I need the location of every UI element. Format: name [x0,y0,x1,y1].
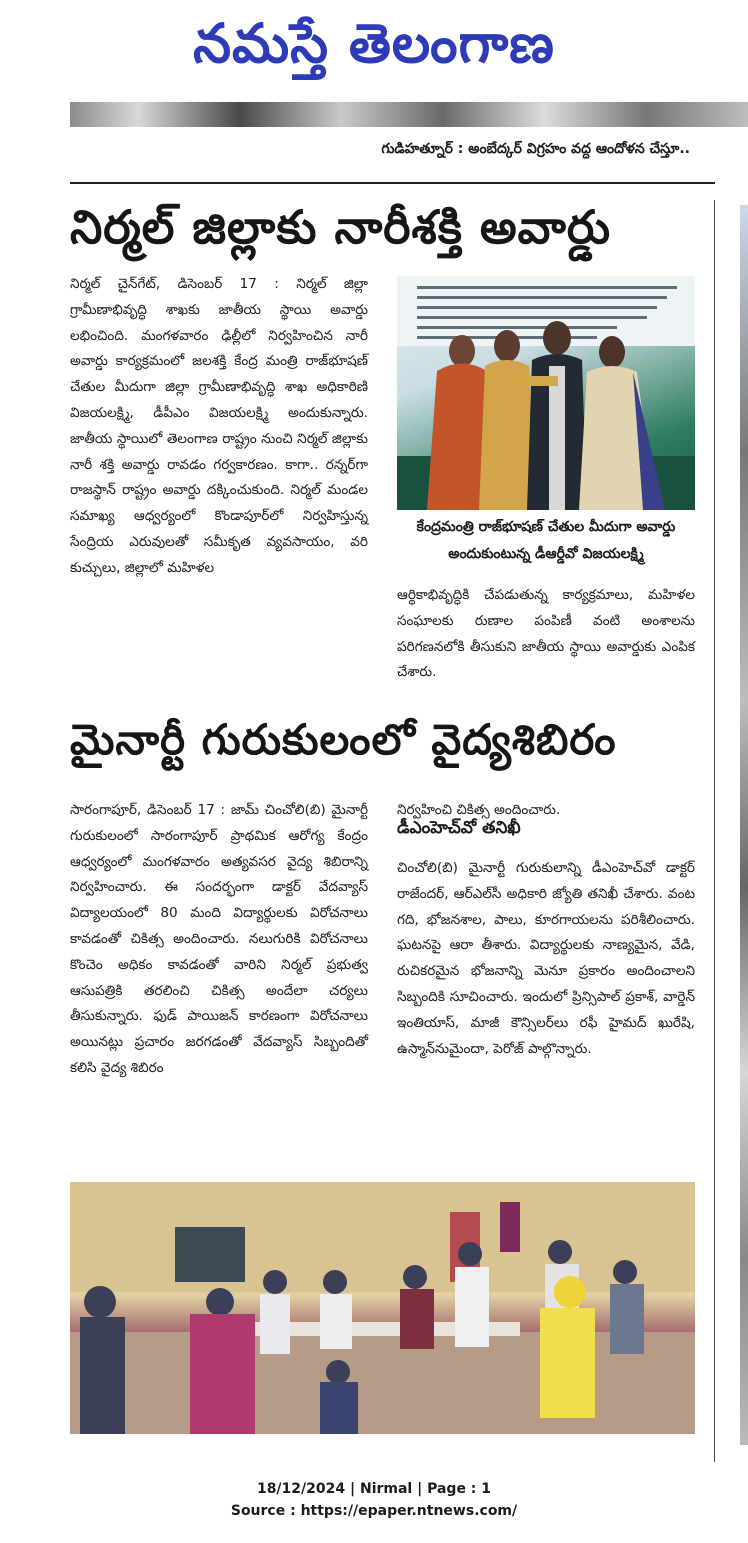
article2-subheading: డీఎంహెచ్‌వో తనిఖీ [397,818,521,838]
page-footer [0,1478,748,1522]
award-photo [397,276,695,510]
award-photo-illustration [397,276,695,510]
article1-body-col2: ఆర్థికాభివృద్ధికి చేపడుతున్న కార్యక్రమాలు, మహిళల సంఘాలకు రుణాల పంపిణీ వంటి అంశాలను పరిగణనలోకి తీసుకుని జాతీయ స్థాయి అవార్డుకు ఎంపిక చేశారు. [397,587,695,681]
column-divider [714,200,715,1462]
teaser-photo-strip [70,102,748,127]
footer-source-line: Source : https://epaper.ntnews.com/ [230,1503,518,1519]
masthead [0,0,748,100]
award-photo-caption: కేంద్రమంత్రి రాజ్‌భూషణ్ చేతుల మీదుగా అవార్డు అందుకుంటున్న డీఆర్డీవో విజయలక్ష్మి [416,519,676,562]
article2-body-col1: సారంగాపూర్, డిసెంబర్ 17 : జామ్ చించోలి(బి) మైనార్టీ గురుకులంలో సారంగాపూర్ ప్రాథమిక ఆరోగ్య కేంద్రం ఆధ్వర్యంలో మంగళవారం అత్యవసర వైద్య శిబిరాన్ని నిర్వహించారు. ఈ సందర్భంగా డాక్టర్ వేదవ్యాస్ విద్యాలయంలో 80 మంది విద్యార్థులకు విరోచనాలు కావడంతో చికిత్స అందించారు. నలుగురికి విరోచనాలు కొంచెం అధికం కావడంతో వారిని నిర్మల్ ప్రభుత్వ ఆసుపత్రికి తరలించి చికిత్స అందేలా చర్యలు తీసుకున్నారు. ఫుడ్ పాయిజన్ కారణంగా విరోచనాలు అయినట్లు ప్రచారం జరగడంతో వేదవ్యాస్ సిబ్బందితో కలిసి వైద్య శిబిరం [70,802,368,1076]
adjacent-page-sliver [740,205,748,1445]
newspaper-title: నమస్తే తెలంగాణ [193,11,555,75]
article1-body-col1: నిర్మల్ చైన్‌గేట్, డిసెంబర్ 17 : నిర్మల్ జిల్లా గ్రామీణాభివృద్ధి శాఖకు జాతీయ స్థాయి అవార్డు లభించింది. మంగళవారం ఢిల్లీలో నిర్వహించిన నారీ అవార్డు కార్యక్రమంలో జలశక్తి కేంద్ర మంత్రి రాజ్‌భూషణ్ చేతుల మీదుగా జిల్లా గ్రామీణాభివృద్ధి శాఖ అధికారిణి విజయలక్ష్మి, డీపీఎం విజయలక్ష్మి అందుకున్నారు. జాతీయ స్థాయిలో తెలంగాణ రాష్ట్రం నుంచి నిర్మల్ జిల్లాకు నారీ శక్తి అవార్డు రావడం గర్వకారణం. కాగా.. రన్నర్‌గా రాజస్థాన్ రాష్ట్రం అవార్డు దక్కించుకుంది. నిర్మల్ మండల సమాఖ్య ఆధ్వర్యంలో కొండాపూర్‌లో నిర్వహిస్తున్న సేంద్రియ ఎరువులతో సమీకృత వ్యవసాయం, వరి కుచ్చులు, జిల్లాలో మహిళల [70,276,368,576]
article1-headline: నిర్మల్ జిల్లాకు నారీశక్తి అవార్డు [70,200,612,254]
article2-body-col2: చించోలి(బి) మైనార్టీ గురుకులాన్ని డీఎంహెచ్‌వో డాక్టర్ రాజేందర్, ఆర్ఎల్‌సీ అధికారి జ్యోతి తనిఖీ చేశారు. వంట గది, భోజనశాల, పాలు, కూరగాయలను పరిశీలించారు. ఘటనపై ఆరా తీశారు. విద్యార్థులకు నాణ్యమైన, వేడి, రుచికరమైన భోజనాన్ని మెనూ ప్రకారం అందించాలని సిబ్బందికి సూచించారు. ఇందులో ప్రిన్సిపాల్ ప్రకాశ్, వార్డెన్ ఇంతియాస్, మాజీ కౌన్సిలర్‌లు రఫీ హైమద్ ఖురేషి, ఉస్మాన్‌నుమైందా, పెరోజ్ పాల్గొన్నారు. [397,860,695,1057]
medical-camp-photo [70,1182,695,1434]
footer-date-line: 18/12/2024 | Nirmal | Page : 1 [256,1481,492,1497]
teaser-text: గుడిహత్నూర్ : అంబేద్కర్ విగ్రహం వద్ద ఆందోళన చేస్తూ.. [381,140,690,157]
article2-headline: మైనార్టీ గురుకులంలో వైద్యశిబిరం [70,715,617,764]
section-divider [70,182,715,184]
medical-camp-illustration [70,1182,695,1434]
article2-body-col2-top: నిర్వహించి చికిత్స అందించారు. [397,802,561,818]
